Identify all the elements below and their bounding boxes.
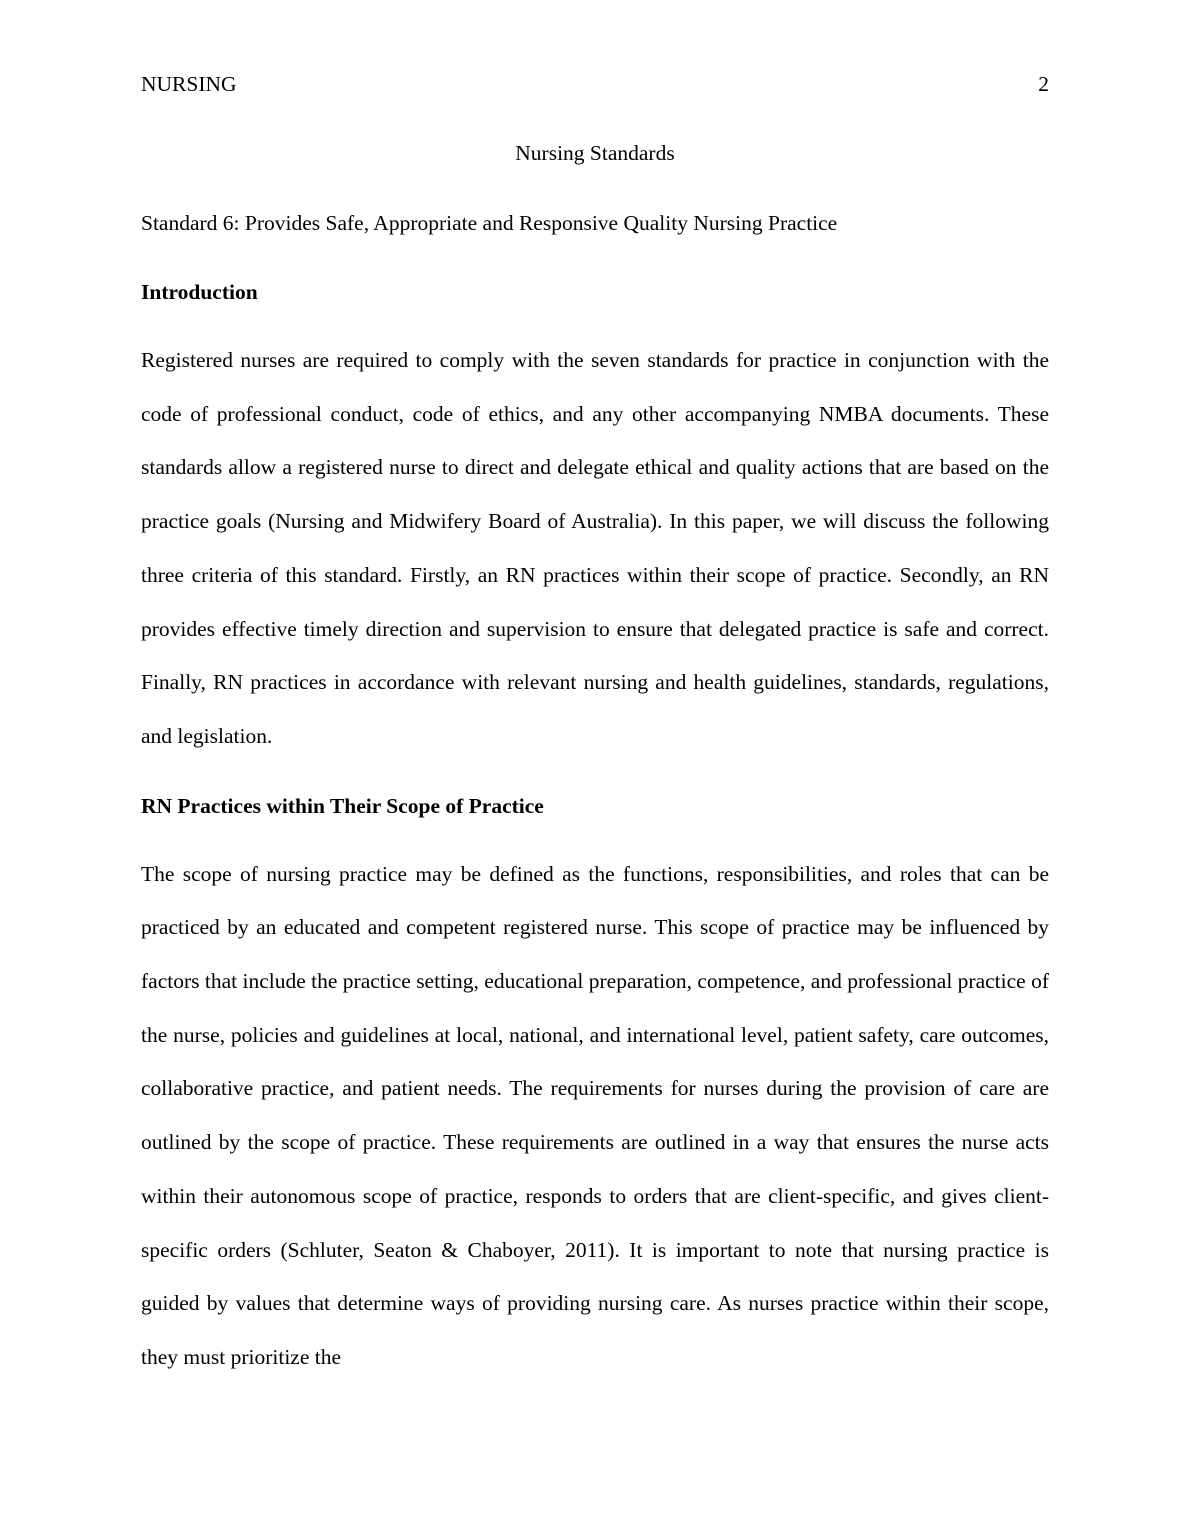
section-heading-scope-of-practice: RN Practices within Their Scope of Practice [141,793,544,818]
standard-line: Standard 6: Provides Safe, Appropriate and Responsive Quality Nursing Practice [141,211,838,235]
document-title: Nursing Standards [515,141,675,165]
section-heading-introduction: Introduction [141,280,258,304]
page-number: 2 [1038,72,1049,96]
section-body-scope-of-practice: The scope of nursing practice may be defined as the functions, responsibilities, and roles that can be practiced by an educated and competent registered nurse. This scope of practice may be influenced by factors that include the practice setting, educational preparation, competence, and professional practice of the nurse, policies and guidelines at local, national, and international level, patient safety, care outcomes, collaborative practice, and patient needs. The requirements for nurses during the provision of care are outlined by the scope of practice. These requirements are outlined in a way that ensures the nurse acts within their autonomous scope of practice, responds to orders that are client-specific, and gives client-specific orders (Schluter, Seaton & Chaboyer, 2011). It is important to note that nursing practice is guided by values that determine ways of providing nursing care. As nurses practice within their scope, they must prioritize the [141,861,1049,1369]
document-body [141,139,1049,1385]
running-head: NURSING [141,72,237,96]
section-body-introduction: Registered nurses are required to comply with the seven standards for practice in conjunction with the code of professional conduct, code of ethics, and any other accompanying NMBA documents. These standards allow a registered nurse to direct and delegate ethical and quality actions that are based on the practice goals (Nursing and Midwifery Board of Australia). In this paper, we will discuss the following three criteria of this standard. Firstly, an RN practices within their scope of practice. Secondly, an RN provides effective timely direction and supervision to ensure that delegated practice is safe and correct. Finally, RN practices in accordance with relevant nursing and health guidelines, standards, regulations, and legislation. [141,348,1049,748]
